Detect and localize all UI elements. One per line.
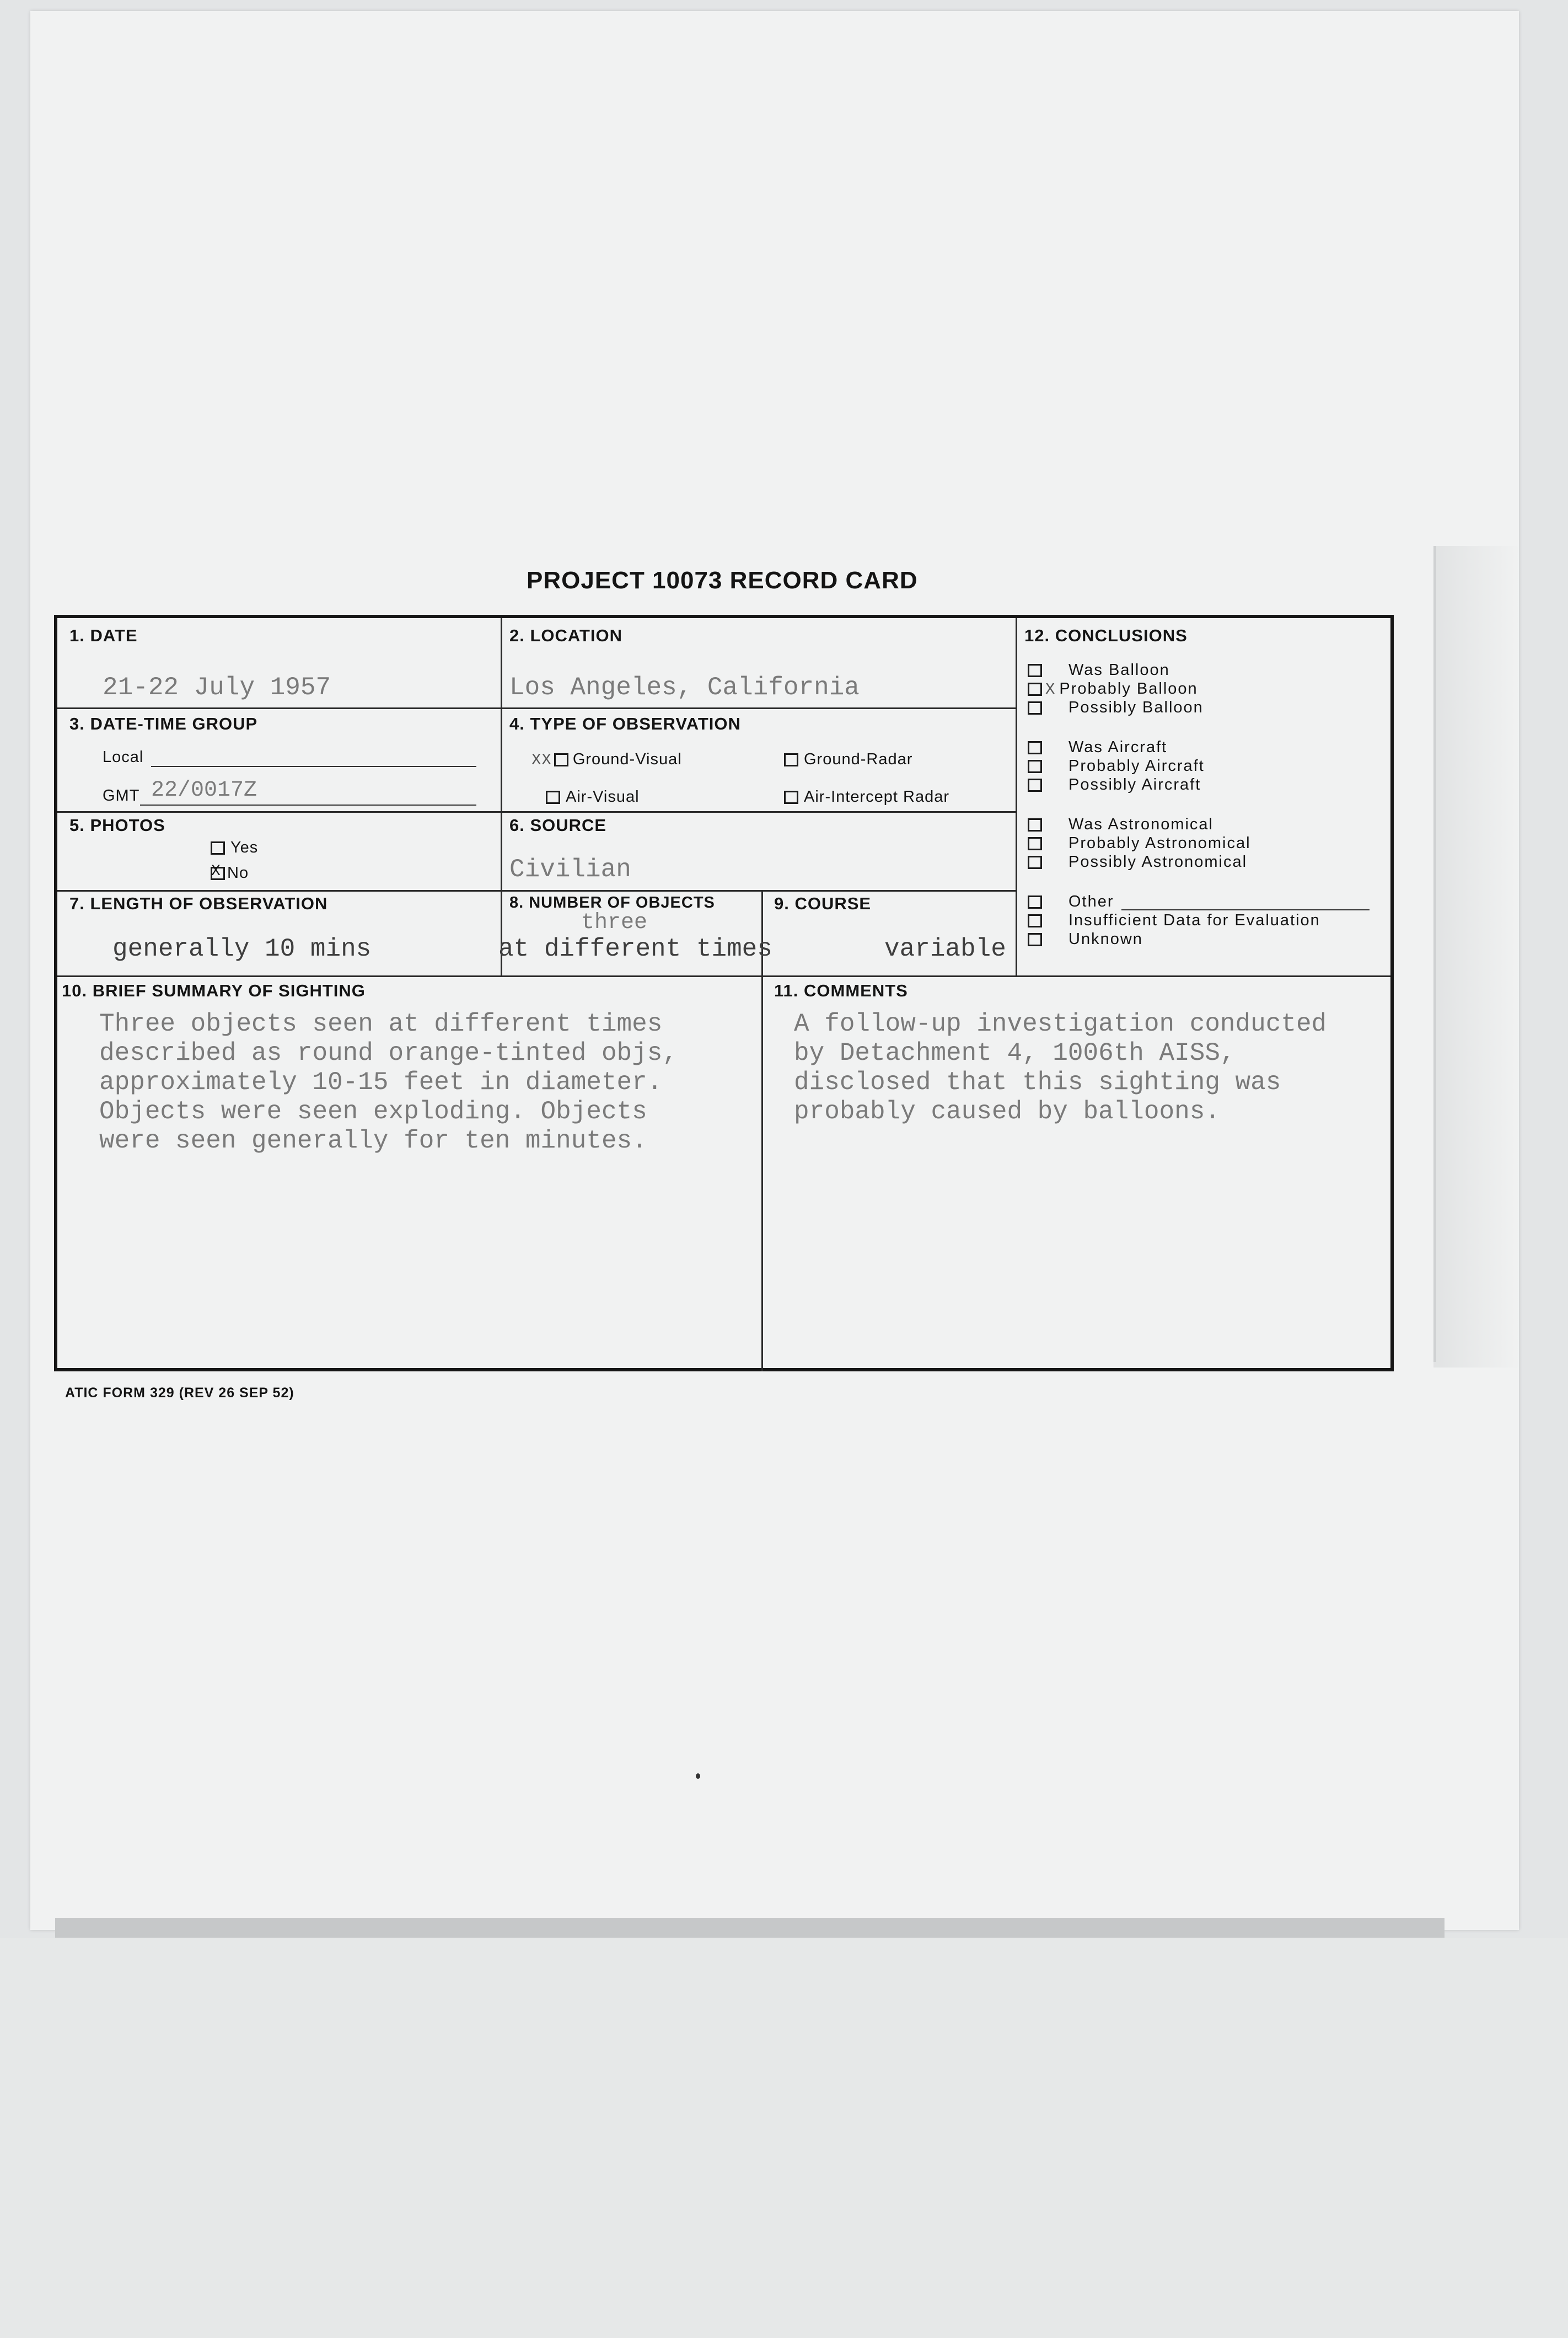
photos-no (211, 864, 249, 882)
conclusion-text: Other (1068, 893, 1114, 910)
checkbox-icon (1028, 856, 1042, 869)
photos-yes (211, 839, 258, 857)
length-of-observation-value: generally 10 mins (112, 935, 372, 963)
source-label: 6. SOURCE (509, 816, 607, 835)
speck-mark (696, 1773, 700, 1779)
number-of-objects-value: three (581, 910, 648, 935)
gmt-value: 22/0017Z (151, 778, 257, 803)
conclusion-probably-astronomical (1028, 834, 1251, 852)
comment-line-2: by Detachment 4, 1006th AISS, (794, 1039, 1236, 1068)
ground-visual-mark: XX (531, 751, 552, 769)
divider-row1 (57, 707, 1017, 709)
ground-radar-text: Ground-Radar (804, 750, 913, 768)
conclusions-label: 12. CONCLUSIONS (1024, 626, 1188, 645)
divider-row3 (57, 890, 1017, 892)
checkbox-icon (1028, 741, 1042, 754)
divider-col1 (501, 618, 502, 975)
comment-line-3: disclosed that this sighting was (794, 1068, 1281, 1097)
gmt-line (140, 805, 476, 806)
divider-col2 (1016, 618, 1017, 975)
checkbox-icon (1028, 701, 1042, 715)
length-of-observation-label: 7. LENGTH OF OBSERVATION (69, 894, 328, 913)
course-label: 9. COURSE (774, 894, 872, 913)
other-line (1121, 909, 1370, 910)
checkbox-icon (784, 753, 798, 766)
date-label: 1. DATE (69, 626, 138, 645)
background-surface (0, 1938, 1568, 2338)
number-of-objects-label: 8. NUMBER OF OBJECTS (509, 894, 715, 911)
gmt-label: GMT (103, 787, 140, 805)
conclusion-text: Probably Aircraft (1068, 757, 1205, 775)
paper-edge-shade (1433, 546, 1522, 1368)
paper-shadow (55, 1918, 1445, 1938)
checkbox-icon (1028, 837, 1042, 850)
card-title: PROJECT 10073 RECORD CARD (527, 567, 918, 594)
option-ground-visual (531, 750, 682, 769)
divider-row4 (57, 975, 1390, 977)
record-card (54, 615, 1394, 1371)
local-line (151, 766, 476, 767)
summary-line-2: described as round orange-tinted objs, (99, 1039, 678, 1068)
conclusion-text: Was Balloon (1068, 661, 1170, 679)
option-ground-radar (784, 750, 912, 769)
option-air-visual (546, 788, 640, 806)
conclusion-probably-aircraft (1028, 757, 1205, 775)
date-time-group-label: 3. DATE-TIME GROUP (69, 714, 258, 733)
comment-line-1: A follow-up investigation conducted (794, 1010, 1327, 1038)
conclusion-probably-balloon (1028, 680, 1198, 699)
divider-row2 (57, 811, 1017, 813)
conclusion-insufficient-data (1028, 911, 1320, 930)
checkbox-icon (211, 863, 225, 881)
summary-line-3: approximately 10-15 feet in diameter. (99, 1068, 663, 1097)
photos-yes-text: Yes (230, 839, 259, 856)
conclusion-text: Possibly Aircraft (1068, 776, 1201, 793)
summary-line-5: were seen generally for ten minutes. (99, 1127, 647, 1155)
type-of-observation-label: 4. TYPE OF OBSERVATION (509, 714, 741, 733)
photos-no-mark: X (211, 863, 221, 881)
conclusion-other (1028, 893, 1114, 911)
summary-line-1: Three objects seen at different times (99, 1010, 663, 1038)
conclusion-text: Possibly Balloon (1068, 699, 1204, 716)
conclusion-text: Possibly Astronomical (1068, 853, 1248, 871)
location-value: Los Angeles, California (509, 673, 860, 702)
ground-visual-text: Ground-Visual (572, 750, 682, 768)
comments-label: 11. COMMENTS (774, 981, 908, 1000)
conclusion-possibly-balloon (1028, 699, 1204, 717)
conclusion-possibly-aircraft (1028, 776, 1201, 794)
air-visual-text: Air-Visual (566, 788, 640, 806)
form-footer: ATIC FORM 329 (REV 26 SEP 52) (65, 1385, 294, 1401)
checkbox-icon (1028, 664, 1042, 677)
conclusion-was-astronomical (1028, 816, 1213, 834)
conclusion-unknown (1028, 930, 1143, 948)
checkbox-icon (1028, 818, 1042, 832)
checkbox-icon (1028, 779, 1042, 792)
paper-edge-line (1433, 546, 1436, 1362)
comment-line-4: probably caused by balloons. (794, 1097, 1220, 1126)
number-of-objects-detail: at different times (498, 935, 772, 963)
checkbox-icon (1028, 895, 1042, 909)
conclusion-text: Probably Astronomical (1068, 834, 1251, 852)
conclusion-possibly-astronomical (1028, 853, 1247, 871)
source-value: Civilian (509, 855, 631, 884)
checkbox-icon (1028, 933, 1042, 946)
local-label: Local (103, 748, 144, 766)
checkbox-icon (546, 791, 560, 804)
conclusion-text: Was Astronomical (1068, 816, 1213, 833)
checkbox-icon (554, 753, 568, 766)
checkbox-icon (1028, 760, 1042, 773)
conclusion-was-balloon (1028, 661, 1170, 679)
location-label: 2. LOCATION (509, 626, 623, 645)
conclusion-text: Was Aircraft (1068, 738, 1168, 756)
conclusion-text: Unknown (1068, 930, 1143, 948)
conclusion-was-aircraft (1028, 738, 1167, 757)
air-intercept-radar-text: Air-Intercept Radar (804, 788, 949, 806)
course-value: variable (884, 935, 1006, 963)
photos-no-text: No (227, 864, 249, 882)
photos-label: 5. PHOTOS (69, 816, 165, 835)
summary-line-4: Objects were seen exploding. Objects (99, 1097, 647, 1126)
conclusion-text: Probably Balloon (1059, 680, 1198, 698)
conclusion-text: Insufficient Data for Evaluation (1068, 911, 1320, 929)
checkbox-icon (784, 791, 798, 804)
option-air-intercept-radar (784, 788, 949, 806)
checkbox-icon (211, 841, 225, 855)
checkbox-icon (1028, 683, 1042, 696)
probably-balloon-mark: X (1045, 680, 1056, 699)
checkbox-icon (1028, 914, 1042, 927)
date-value: 21-22 July 1957 (103, 673, 331, 702)
brief-summary-label: 10. BRIEF SUMMARY OF SIGHTING (62, 981, 366, 1000)
